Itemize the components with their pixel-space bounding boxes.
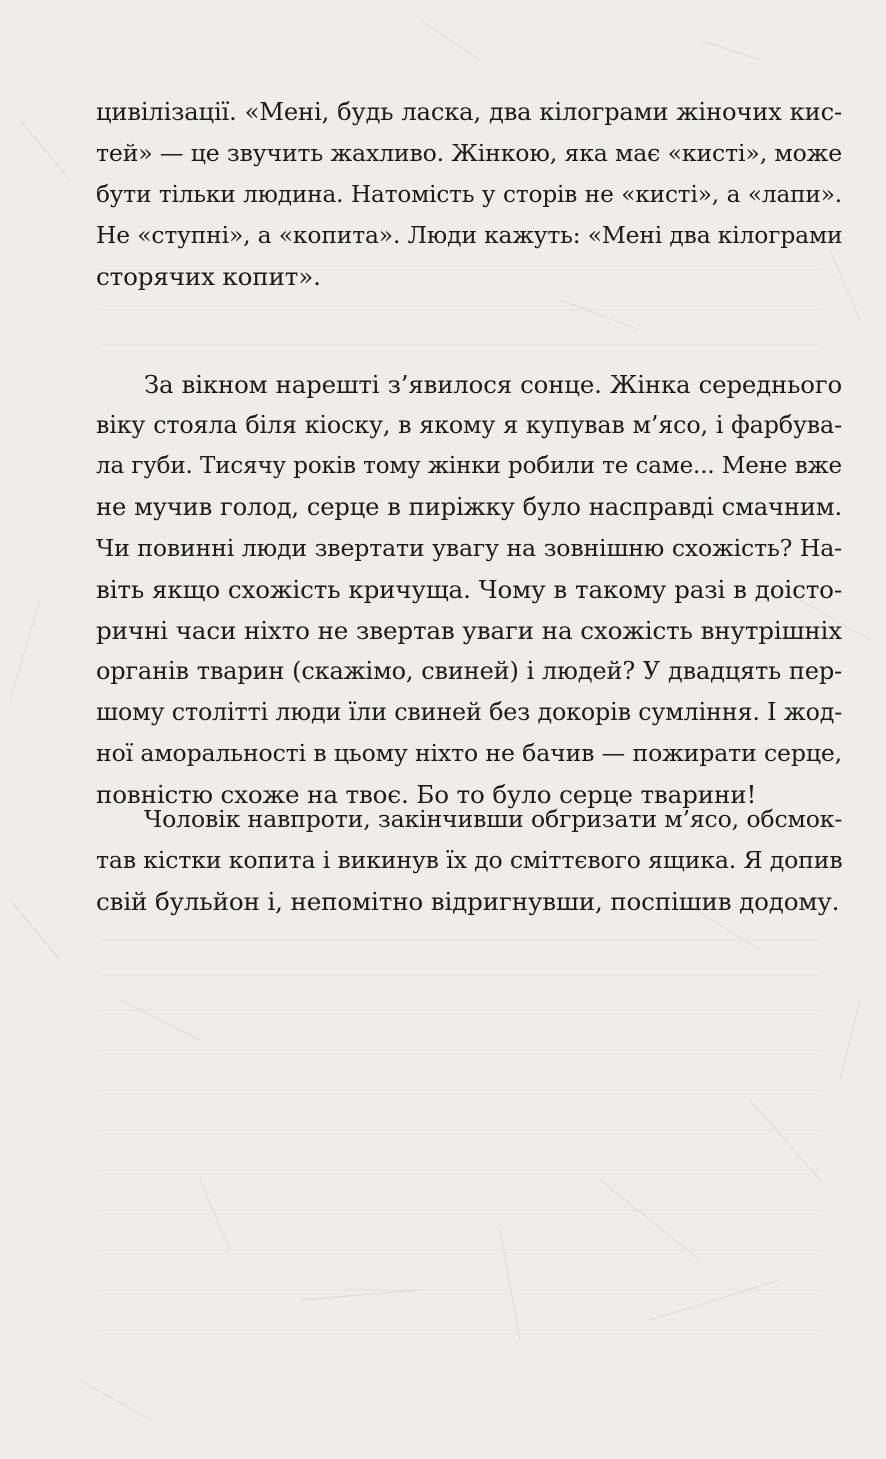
- text-line: свій бульйон і, непомітно відригнувши, поспішив додому.: [96, 887, 840, 916]
- text-line: ричні часи ніхто не звертав уваги на схожість внутрішніх: [96, 616, 842, 645]
- text-line: шому столітті люди їли свиней без докорів сумління. І жод-: [96, 698, 843, 726]
- text-line: ної аморальності в цьому ніхто не бачив — пожирати серце,: [96, 739, 842, 767]
- text-line: повністю схоже на твоє. Бо то було серце тварини!: [96, 780, 757, 809]
- paragraph-2: [96, 364, 842, 815]
- text-line: Чи повинні люди звертати увагу на зовнішню схожість? На-: [96, 534, 842, 562]
- text-line: тав кістки копита і викинув їх до сміттєвого ящика. Я допив: [96, 846, 843, 874]
- text-line: цивілізації. «Мені, будь ласка, два кілограми жіночих кис-: [96, 98, 842, 126]
- text-line: Чоловік навпроти, закінчивши обгризати м’ясо, обсмок-: [144, 805, 843, 833]
- text-line: За вікном нарешті з’явилося сонце. Жінка середнього: [144, 370, 842, 399]
- text-line: тей» — це звучить жахливо. Жінкою, яка має «кисті», може: [96, 139, 843, 167]
- text-line: віть якщо схожість кричуща. Чому в такому разі в доісто-: [96, 575, 842, 604]
- text-line: органів тварин (скажімо, свиней) і людей? У двадцять пер-: [96, 657, 842, 685]
- text-line: Не «ступні», а «копита». Люди кажуть: «Мені два кілограми: [96, 221, 843, 249]
- text-line: не мучив голод, серце в пиріжку було насправді смачним.: [96, 493, 842, 521]
- text-line: бути тільки людина. Натомість у сторів не «кисті», а «лапи».: [96, 181, 842, 208]
- paragraph-1: [96, 92, 842, 297]
- text-line: сторячих копит».: [96, 262, 321, 291]
- paragraph-3: [96, 799, 842, 922]
- text-line: віку стояла біля кіоску, в якому я купував м’ясо, і фарбува-: [96, 411, 842, 439]
- text-line: ла губи. Тисячу років тому жінки робили те саме... Мене вже: [96, 453, 842, 479]
